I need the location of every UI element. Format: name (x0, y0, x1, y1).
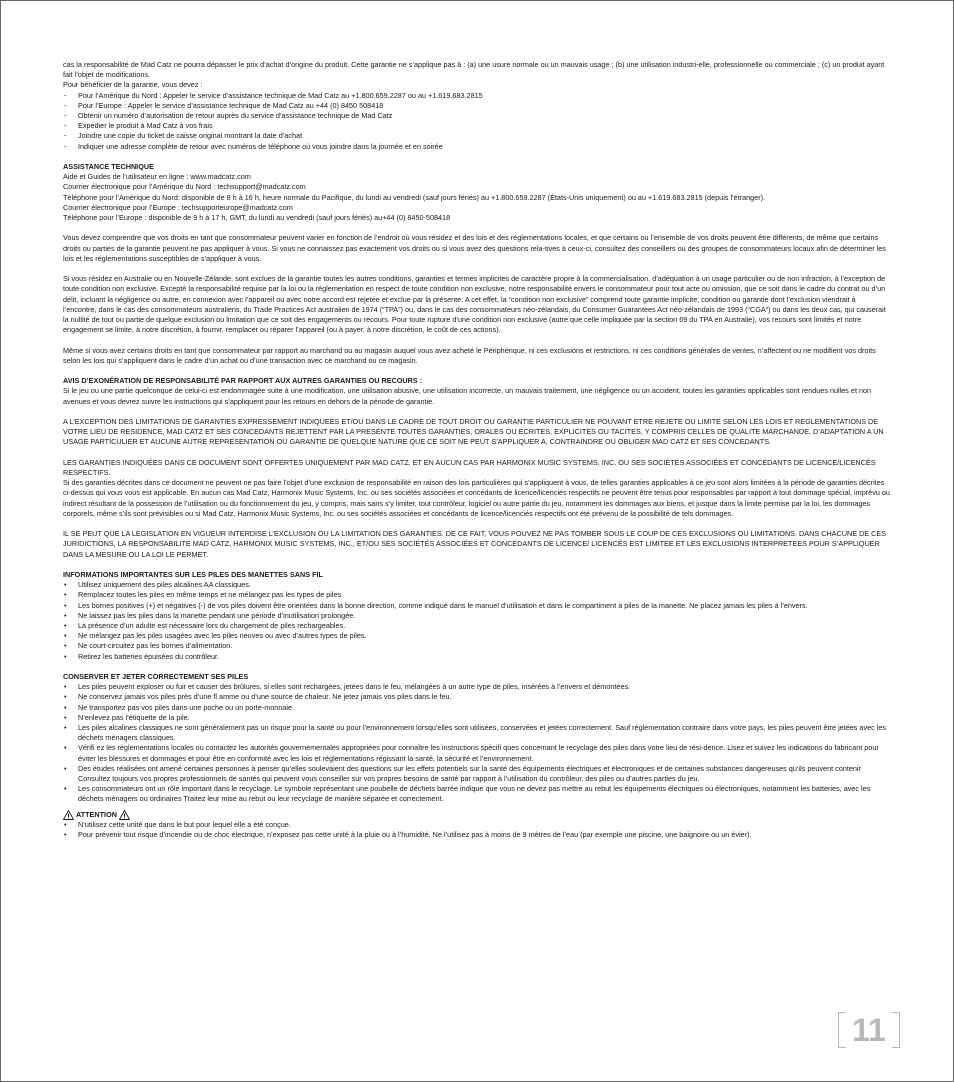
list-item: • N’utilisez cette unité que dans le but pour lequel elle a été conçue. (63, 820, 891, 830)
section-heading-disposal: CONSERVER ET JETER CORRECTEMENT SES PILES (63, 672, 249, 682)
list-item: - Obtenir un numéro d’autorisation de retour auprès du service d’assistance technique de Mad Catz (63, 111, 891, 121)
list-item: • La présence d’un adulte est nécessaire lors du chargement de piles rechargeables. (63, 621, 891, 631)
bracket-right (892, 1012, 900, 1048)
batteries-info-list (63, 580, 891, 662)
assistance-line: Téléphone pour l’Europe : disponible de 9 h à 17 h, GMT, du lundi au vendredi (sauf jours fériés) au+44 (0) 8450-508418 (63, 213, 451, 223)
list-item: • Vérifi ez les réglementations locales ou contactez les autorités gouvernementales appropriées pour connaître les instructions spécifi ques concernant le recyclage des piles dans votre lieu de rési-dence. Lisez et suivez les indications du fabricant pour éviter les blessures et dommages et pour être en conformité avec les lois et réglementations régissant la santé, la sécurité et l’environnement. (63, 743, 891, 763)
warranty-steps-list (63, 91, 891, 152)
list-item: - Indiquer une adresse complète de retour avec numéros de téléphone où vous joindre dans la journée et en soirée (63, 142, 891, 152)
list-item: • Des études réalisées ont amené certaines personnes à penser qu’elles soulevaient des questions sur les effets potentiels sur la santé des équipements électriques et électroniques et de certaines substances dangereuses qu’ils peuvent contenir Consultez toujours vos propres professionnels de santés qui peuvent vous conseiller sur vos propres besoins de santé par rapport à l’utilisation du contrôleur, des piles ou d’autres parties du jeu. (63, 764, 891, 784)
list-item: • Les bornes positives (+) et négatives (-) de vos piles doivent être orientées dans la bonne direction, comme indiqué dans le manuel d’utilisation et dans le compartiment à piles de la manette. Ne placez jamais les piles à l’envers. (63, 601, 891, 611)
disclaimer-paragraph: Si des garanties décrites dans ce document ne peuvent ne pas faire l’objet d’une exclusion de responsabilité en raison des lois particulières qui s’appliquent à vous, de telles garanties applicables à ce jeu sont alors limitées à la période de garanties décrites ci-dessus qui vous vous est applicable. En aucun cas Mad Catz, Harmonix Music Systems, Inc. ou ses sociétés associées et concédants de licence/licenciés respectifs ne peuvent être tenus pour responsables par rapport à tout dommage spécial, imprévu ou indirect résultant de la possession de l’utilisation ou du fonctionnement du jeu, y compris, mais sans s’y limiter, tout contrôleur, logiciel ou autre partie du jeu, notamment les dommages aux biens, et jusque dans la limite permise par la loi, les dommages corporels, même s’ils sont prévisibles ou si Mad Catz, Harmonix Music Systems, Inc. ou ses sociétés associées et concédants de licence/licenciés respectifs ont été prévenu de la possibilité de tels dommages. (63, 478, 890, 518)
warning-triangle-icon (63, 810, 74, 820)
page-number (838, 1012, 900, 1048)
list-item: • Utilisez uniquement des piles alcalines AA classiques. (63, 580, 891, 590)
list-item: • Retirez les batteries épuisées du contrôleur. (63, 652, 891, 662)
section-heading-disclaimer: AVIS D’EXONÉRATION DE RESPONSABILITÉ PAR RAPPORT AUX AUTRES GARANTIES OU RECOURS : (63, 376, 423, 386)
list-item: • Ne court-circuitez pas les bornes d’alimentation. (63, 641, 891, 651)
list-item: • Ne mélangez pas les piles usagées avec les piles neuves ou avec d’autres types de piles. (63, 631, 891, 641)
section-heading-assistance: ASSISTANCE TECHNIQUE (63, 162, 154, 172)
list-item: • Ne transportez pas vos piles dans une poche ou un porte-monnaie. (63, 703, 891, 713)
attention-heading (63, 810, 891, 820)
list-item: • Pour prévenir tout risque d’incendie ou de choc électrique, n’exposez pas cette unité à la pluie ou à l’humidité. Ne l’utilisez pas à moins de 9 mètres de l’eau (par exemple une piscine, une baignoire ou un évier). (63, 830, 891, 840)
list-item: • Remplacez toutes les piles en même temps et ne mélangez pas les types de piles. (63, 590, 891, 600)
attention-list (63, 820, 891, 840)
list-item: • Les piles peuvent exploser ou fuir et causer des brûlures, si elles sont rechargées, jetées dans le feu, mélangées à un autre type de piles, insérées à l’envers et démontées. (63, 682, 891, 692)
warning-triangle-icon (119, 810, 130, 820)
list-item: • N’enlevez pas l’étiquette de la pile. (63, 713, 891, 723)
list-item: - Pour l’Amérique du Nord : Appeler le service d’assistance technique de Mad Catz au +1.800.659.2287 ou au +1.619.683.2815 (63, 91, 891, 101)
attention-label: ATTENTION (76, 809, 117, 819)
list-item: • Les consommateurs ont un rôle important dans le recyclage. Le symbole représentant une poubelle de déchets barrée indique que vous ne devez pas mettre au rebut les équipements électriques ou électroniques, notamment les batteries, avec les déchets ménagers ou ordinaires Traitez leur mise au rebut ou leur recyclage de manière séparée et correctement. (63, 784, 891, 804)
list-item: • Ne conservez jamais vos piles près d’une fl amme ou d’une source de chaleur. Ne jetez jamais vos piles dans le feu. (63, 692, 891, 702)
section-heading-batteries: INFORMATIONS IMPORTANTES SUR LES PILES DES MANETTES SANS FIL (63, 570, 323, 580)
disclaimer-paragraph: A L’EXCEPTION DES LIMITATIONS DE GARANTIES EXPRESSEMENT INDIQUEES ET/OU DANS LE CADRE DE TOUT DROIT OU GARANTIE PARTICULIER NE POUVANT ETRE REJETE OU LIMITE SELON LES LOIS ET REGLEMENTATIONS DE VOTRE LIEU DE RESIDENCE, MAD CATZ ET SES CONCEDANTS REJETTENT PAR LA PRESENTE TOUTES GARANTIES, ORALES OU ECRITES, EXPLICITES OU TACITES, Y COMPRIS CELLES DE QUALITE MARCHANDE, D’ADAPTATION A UN USAGE PARTICULIER ET AUCUNE AUTRE REPRESENTATION OU GARANTIE DE QUELQUE NATURE QUE CE SOIT NE PEUT S’APPLIQUER A, CONTRAINDRE OU OBLIGER MAD CATZ ET SES CONCEDANTS. (63, 417, 884, 447)
list-item: - Pour l’Europe : Appeler le service d’assistance technique de Mad Catz au +44 (0) 8450 508418 (63, 101, 891, 111)
disclaimer-paragraph: Si le jeu ou une partie quelconque de celui-ci est endommagée suite à une modification, une utilisation abusive, une utilisation incorrecte, un mauvais traitement, une négligence ou un accident, toutes les garanties applicables sont rendues nulles et non avenues et vous devrez suivre les instructions qui s’appliquent pour les retours en dehors de la période de garantie. (63, 386, 872, 406)
disclaimer-paragraph: IL SE PEUT QUE LA LEGISLATION EN VIGUEUR INTERDISE L’EXCLUSION OU LA LIMITATION DES GARANTIES. DE CE FAIT, VOUS POUVEZ NE PAS TOMBER SOUS LE COUP DE CES EXCLUSIONS OU LIMITATIONS. DANS CHACUNE DE CES JURIDICTIONS, LA RESPONSABILITE MAD CATZ, HARMONIX MUSIC SYSTEMS, INC., ET/OU SES SOCIÉTÉS ASSOCIÉES ET CONCÉDANTS DE LICENCE/ LICENCÉS EST LIMITEE ET LES EXCLUSIONS INTERPRETEES POUR S’APPLIQUER DANS LA MESURE OU LA LOI LE PERMET. (63, 529, 887, 559)
retailer-paragraph: Même si vous avez certains droits en tant que consommateur par rapport au marchand ou au magasin auquel vous avez acheté le Périphérique, ni ces exclusions et restrictions, ni ces conditions générales de ventes, n’affectent ou ne modifient vos droits selon les lois qui s’appliquent dans le cadre d’un achat ou d’une transaction avec ce marchand ou ce magasin. (63, 345, 876, 365)
page-number-text: 11 (852, 1011, 886, 1048)
batteries-disposal-list (63, 682, 891, 804)
assistance-line: Courrier électronique pour l’Amérique du Nord : techsupport@madcatz.com (63, 182, 306, 192)
australia-paragraph: Si vous résidez en Australie ou en Nouvelle-Zélande, sont exclues de la garantie toutes les autres conditions, garanties et termes implicites de caractère propre à la commercialisation, d’adéquation à un usage particulier ou de non infraction, à l’exception de toute condition non exclusive. Excepté la responsabilité requise par la loi ou la réglementation en respect de toute condition non exclusive, notre responsabilité envers le consommateur pour tout acte ou omission, que ce soit dans le cadre du contrat ou d’un délit, incluant la négligence ou autre, en connexion avec l’appareil ou avec notre accord est rejetée et exclue par la présente. A cet effet, la “condition non exclusive” comprend toute garantie implicite, condition ou garantie dont l’exclusion viendrait à l’encontre, dans le cas des consommateurs australiens, du Trade Practices Act australien de 1974 (“TPA”) ou, dans le cas des consommateurs néo-zélandais, du Consumer Guarantees Act néo-zélandais de 1993 (“CGA”) ou dans les deux cas, qui causerait la nullité de tout ou partie de quelque exclusion ou limitation que ce soit des engagements ou recours. Pour toute rupture d’une condition non exclusive (autre que celle impliquée par la section 69 du TPA en Australie), vos recours sont limités et notre engagement se limite, à notre discrétion, à fournir, remplacer ou réparer l’appareil (ou à payer, à notre discrétion, le coût de ces actions). (63, 274, 886, 335)
disclaimer-paragraph: LES GARANTIES INDIQUÉES DANS CE DOCUMENT SONT OFFERTES UNIQUEMENT PAR MAD CATZ, ET EN AUCUN CAS PAR HARMONIX MUSIC SYSTEMS, INC. OU SES SOCIÉTÉS ASSOCIÉES ET CONCÉDANTS DE LICENCE/LICENCÉS RESPECTIFS. (63, 457, 876, 478)
list-item: - Joindre une copie du ticket de caisse original montrant la date d’achat (63, 131, 891, 141)
document-body (63, 60, 891, 840)
list-item: - Expédier le produit à Mad Catz à vos frais (63, 121, 891, 131)
assistance-line: Aide et Guides de l’utilisateur en ligne : www.madcatz.com (63, 172, 251, 182)
warranty-procedure-intro: Pour bénéficier de la garantie, vous devez : (63, 80, 203, 90)
intro-paragraph: cas la responsabilité de Mad Catz ne pourra dépasser le prix d’achat d’origine du produit. Cette garantie ne s’applique pas à : (a) une usure normale ou un mauvais usage ; (b) une utilisation industri-elle, professionnelle ou commerciale ; (c) un produit ayant fait l’objet de modifications. (63, 60, 885, 80)
rights-paragraph: Vous devez comprendre que vos droits en tant que consommateur peuvent varier en fonction de l’endroit où vous résidez et des lois et des réglementations locales, et que certains ou l’ensemble de vos droits peuvent être différents, de même que certains droits ou parties de la garantie peuvent ne pas appliquer à vous. Si vous ne connaissez pas exactement vos droits ou si vous avez des questions rela-tives à ceux-ci, consultez des conseillers ou des groupes de consommateurs locaux afin de déterminer les lois et les réglementations susceptibles de s’appliquer à vous. (63, 233, 886, 263)
list-item: • Ne laissez pas les piles dans la manette pendant une période d’inutilisation prolongée. (63, 611, 891, 621)
list-item: • Les piles alcalines classiques ne sont généralement pas un risque pour la santé ou pour l’environnement lorsqu’elles sont utilisées, conservées et jetées correctement. Sauf réglementation contraire dans votre pays, les piles peuvent être jetées avec les déchets ménagers classiques. (63, 723, 891, 743)
bracket-left (838, 1012, 846, 1048)
assistance-line: Téléphone pour l’Amérique du Nord: disponible de 8 h à 16 h, heure normale du Pacifique, du lundi au vendredi (sauf jours fériés) au +1.800.659.2287 (États-Unis uniquement) ou au +1.619.683.2815 (depuis l’étranger). (63, 192, 766, 202)
assistance-line: Courrier électronique pour l’Europe : techsupporteurope@madcatz.com (63, 202, 293, 212)
